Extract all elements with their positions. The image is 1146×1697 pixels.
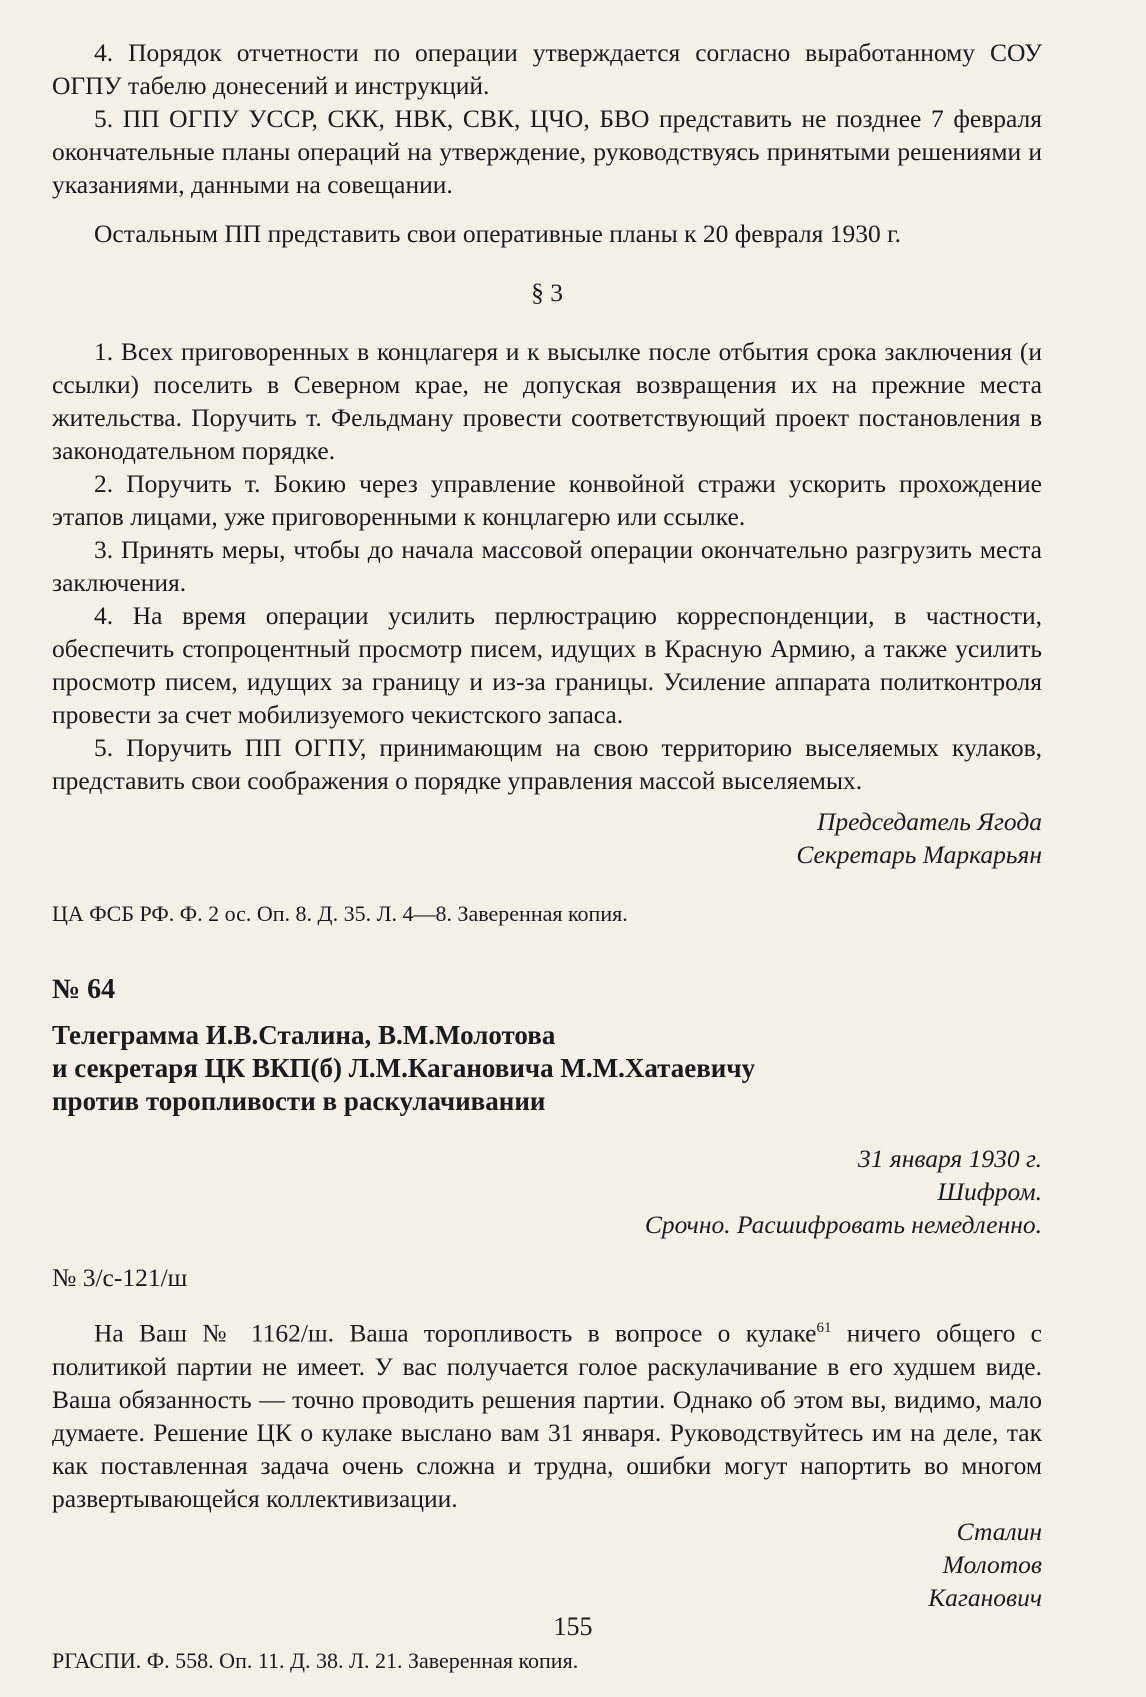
archive-source-1: ЦА ФСБ РФ. Ф. 2 ос. Оп. 8. Д. 35. Л. 4—8. Заверенная копия. (52, 901, 628, 926)
paragraph-others: Остальным ПП представить свои оперативные планы к 20 февраля 1930 г. (94, 219, 902, 248)
page-number: 155 (553, 1612, 593, 1641)
footnote-marker: 61 (816, 1320, 832, 1336)
telegram-reference: № 3/с-121/ш (52, 1263, 188, 1292)
document-number: № 64 (52, 974, 116, 1005)
urgent-note: Срочно. Расшифровать немедленно. (644, 1210, 1042, 1239)
paragraph-5: 5. ПП ОГПУ УССР, СКК, НВК, СВК, ЦЧО, БВО представить не позднее 7 февраля окончательные планы операций на утверждение, руководствуясь принятыми решениями и указаниями, данными на совещании. (52, 104, 1042, 199)
document-title-line-3: против торопливости в раскулачивании (52, 1086, 546, 1116)
archive-source-2: РГАСПИ. Ф. 558. Оп. 11. Д. 38. Л. 21. Заверенная копия. (52, 1647, 579, 1673)
section-item-3: 3. Принять меры, чтобы до начала массовой операции окончательно разгрузить места заключения. (52, 535, 1042, 597)
signer-molotov: Молотов (942, 1549, 1042, 1579)
cipher-note: Шифром. (937, 1177, 1042, 1206)
paragraph-4: 4. Порядок отчетности по операции утверждается согласно выработанному СОУ ОГПУ табелю донесений и инструкций. (52, 38, 1042, 100)
document-date: 31 января 1930 г. (857, 1144, 1042, 1173)
section-item-5: 5. Поручить ПП ОГПУ, принимающим на свою территорию выселяемых кулаков, представить свои соображения о порядке управления массой выселяемых. (52, 733, 1042, 795)
signer-kaganovich: Каганович (928, 1582, 1042, 1612)
section-heading: § 3 (531, 278, 563, 307)
telegram-body-part-1: На Ваш № 1162/ш. Ваша торопливость в вопросе о кулаке (94, 1318, 817, 1348)
signer-stalin: Сталин (956, 1516, 1042, 1546)
section-item-1: 1. Всех приговоренных в концлагеря и к высылке после отбытия срока заключения (и ссылки) поселить в Северном крае, не допуская возвращения их на прежние места жительства. Поручить т. Фельдману провести соответствующий проект постановления в законодательном порядке. (52, 337, 1042, 465)
telegram-body-part-2: ничего общего с политикой партии не имеет. У вас получается голое раскулачивание в его худшем виде. Ваша обязанность — точно проводить решения партии. Однако об этом вы, видимо, мало думаете. Решение ЦК о кулаке выслано вам 31 января. Руководствуйтесь им на деле, так как поставленная задача очень сложна и трудна, ошибки могут напортить во многом развертывающейся коллективизации. (52, 1318, 1042, 1513)
document-title-line-1: Телеграмма И.В.Сталина, В.М.Молотова (52, 1020, 556, 1050)
section-item-4: 4. На время операции усилить перлюстрацию корреспонденции, в частности, обеспечить стопроцентный просмотр писем, идущих в Красную Армию, а также усилить просмотр писем, идущих за границу и из-за границы. Усиление аппарата политконтроля провести за счет мобилизуемого чекистского запаса. (52, 601, 1042, 729)
signature-chairman: Председатель Ягода (816, 807, 1042, 836)
document-page (52, 36, 1042, 1676)
document-title-line-2: и секретаря ЦК ВКП(б) Л.М.Кагановича М.М.Хатаевичу (52, 1053, 756, 1083)
telegram-body (52, 1312, 1042, 1515)
signature-secretary: Секретарь Маркарьян (796, 840, 1042, 869)
section-item-2: 2. Поручить т. Бокию через управление конвойной стражи ускорить прохождение этапов лицами, уже приговоренными к концлагерю или ссылке. (52, 469, 1042, 531)
